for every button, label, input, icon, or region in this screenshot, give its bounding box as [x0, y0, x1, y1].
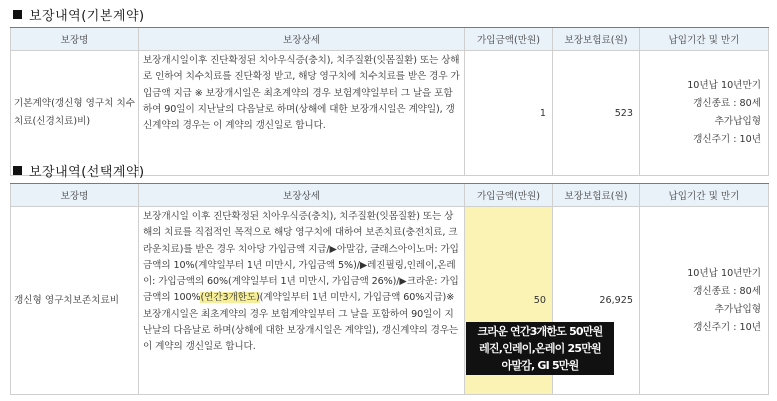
- coverage-detail: [139, 207, 465, 394]
- header-coverage-detail: 보장상세: [139, 28, 465, 50]
- highlighted-limit: (연간3개한도): [200, 292, 260, 304]
- square-bullet-icon: [13, 10, 22, 19]
- square-bullet-icon: [13, 166, 22, 175]
- header-period: 납입기간 및 만기: [640, 184, 769, 206]
- coverage-name: 기본계약(갱신형 영구치 치수치료(신경치료)비): [10, 51, 139, 175]
- optional-coverage-table: [10, 183, 769, 395]
- period-line: 추가납입형: [714, 116, 761, 127]
- period-line: 갱신주기 : 10년: [693, 134, 761, 145]
- premium-value: 523: [553, 51, 640, 175]
- amount-value: 1: [465, 51, 553, 175]
- table-row: [10, 207, 769, 395]
- period-info: [640, 51, 769, 175]
- period-line: 갱신주기 : 10년: [693, 321, 761, 333]
- header-period: 납입기간 및 만기: [640, 28, 769, 50]
- detail-text: (계약일부터 1년 미만시, 가입금액 60%지급)※ 보장개시일은 최초계약의 경우 보험계약일부터 그 날을 포함하여 90일이 지난날의 다음날로 하며(상해에 대한 보장개시일은 계약일), 갱신계약의 경우는 이 계약의 갱신일로 합니다.: [143, 292, 459, 353]
- header-coverage-name: 보장명: [10, 184, 139, 206]
- table-header-row: [10, 28, 769, 51]
- header-amount: 가입금액(만원): [465, 184, 553, 206]
- period-line: 갱신종료 : 80세: [693, 285, 761, 297]
- period-line: 추가납입형: [714, 303, 761, 315]
- amount-value: 50: [465, 207, 553, 394]
- premium-value: 26,925: [553, 207, 640, 394]
- optional-section-title: 보장내역(선택계약): [13, 161, 145, 180]
- header-premium: 보장보험료(원): [553, 28, 640, 50]
- period-line: 10년납 10년만기: [687, 267, 761, 279]
- coverage-name: 갱신형 영구치보존치료비: [10, 207, 139, 394]
- period-info: [640, 207, 769, 394]
- coverage-detail: 보장개시일이후 진단확정된 치아우식증(충치), 치주질환(잇몸질환) 또는 상해로 인하여 치수치료를 진단확정 받고, 해당 영구치에 치수치료를 받은 경우 가입금액 지급 ※ 보장개시일은 최초계약의 경우 보험계약일부터 그 날을 포함하여 90일이 지난날의 다음날로 하며(상해에 대한 보장개시일은 계약일), 갱신계약의 경우는 이 계약의 갱신일로 합니다.: [139, 51, 465, 175]
- period-line: 10년납 10년만기: [687, 80, 761, 91]
- header-coverage-detail: 보장상세: [139, 184, 465, 206]
- table-row: [10, 51, 769, 176]
- header-coverage-name: 보장명: [10, 28, 139, 50]
- table-header-row: [10, 184, 769, 207]
- overlay-annotation: [466, 322, 614, 375]
- detail-text: 보장개시일 이후 진단확정된 치아우식증(충치), 치주질환(잇몸질환) 또는 상해의 치료를 직접적인 목적으로 해당 영구치에 대하여 보존치료(충전치료, 크라운치료)를 받은 경우 치아당 가입금액 지급/▶아말감, 글래스아이노머: 가입금액의 10%(계약일부터 1년 미만시, 가입금액 5%)/▶레진필링,인레이,온레이: 가입금액의 60%(계약일부터 1년 미만시, 가입금액 26%)/▶크라운: 가입금액의 100%: [143, 211, 459, 304]
- basic-coverage-table: [10, 27, 769, 176]
- header-premium: 보장보험료(원): [553, 184, 640, 206]
- header-amount: 가입금액(만원): [465, 28, 553, 50]
- overlay-line: 레진,인레이,온레이 25만원: [479, 342, 601, 355]
- period-line: 갱신종료 : 80세: [693, 98, 761, 109]
- overlay-line: 크라운 연간3개한도 50만원: [477, 325, 603, 338]
- overlay-line: 아말감, GI 5만원: [501, 359, 579, 372]
- basic-section-title: 보장내역(기본계약): [13, 5, 145, 24]
